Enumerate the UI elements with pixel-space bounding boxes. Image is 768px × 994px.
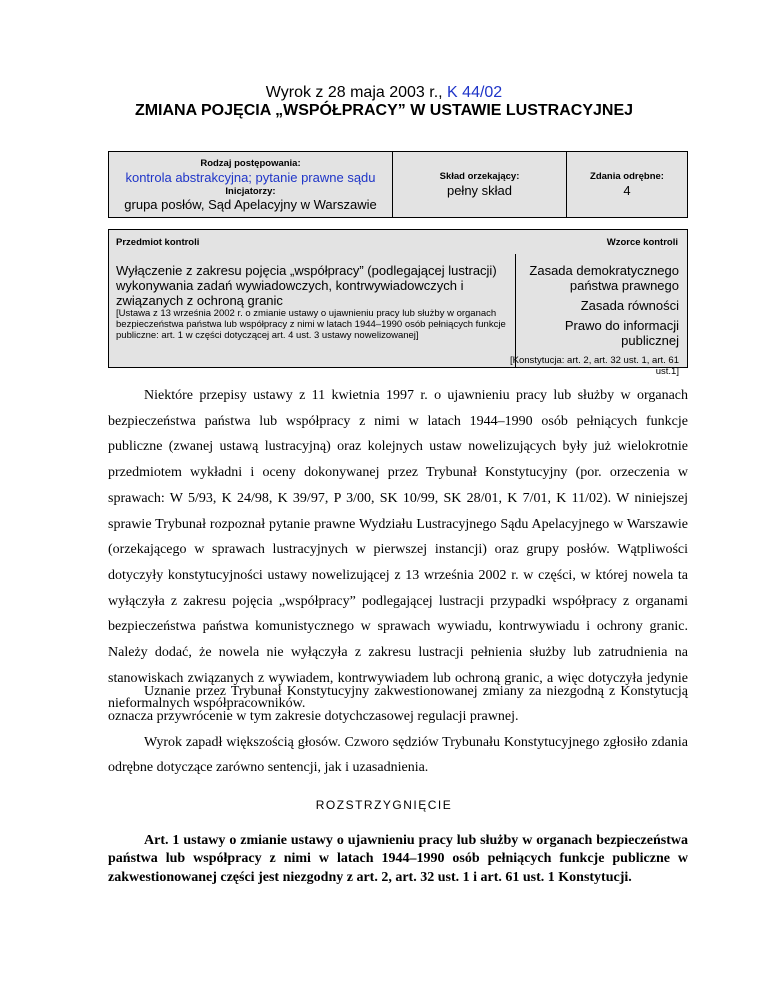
pattern-democratic-state: Zasada demokratycznego państwa prawnego [529, 263, 679, 293]
patterns-list [507, 263, 679, 377]
subject-note: [Ustawa z 13 września 2002 r. o zmianie ustawy o ujawnieniu pracy lub służby w organach bezpieczeństwa państwa lub współpracy z nimi w latach 1944–1990 osób pełniących funkcje publiczne: art. 1 w części dotyczącej art. 4 ust. 3 ustawy nowelizowanej] [116, 308, 506, 341]
bench-info-box [392, 151, 567, 218]
proceeding-type-value[interactable]: kontrola abstrakcyjna; pytanie prawne sądu [125, 170, 376, 185]
patterns-label: Wzorce kontroli [606, 237, 678, 248]
bench-label: Skład orzekający: [439, 171, 520, 182]
section-heading: ROZSTRZYGNIĘCIE [315, 798, 453, 812]
proceeding-type-label: Rodzaj postępowania: [200, 158, 301, 169]
subject-text: Wyłączenie z zakresu pojęcia „współpracy” (podlegającej lustracji) wykonywania zadań wywiadowczych, kontrwywiadowczych i związanych z ochroną granic [116, 263, 497, 308]
initiators-label: Inicjatorzy: [225, 186, 276, 197]
dissents-info-box [566, 151, 688, 218]
control-box [108, 229, 688, 377]
document-subtitle: ZMIANA POJĘCIA „WSPÓŁPRACY” W USTAWIE LUSTRACYJNEJ [134, 102, 634, 119]
subject-label: Przedmiot kontroli [116, 237, 200, 248]
title-prefix: Wyrok z 28 maja 2003 r., [265, 84, 448, 101]
summary-paragraph-2: Uznanie przez Trybunał Konstytucyjny zakwestionowanej zmiany za niezgodną z Konstytucją oznacza przywrócenie w tym zakresie dotychczasowej regulacji prawnej. [108, 684, 688, 724]
proceeding-info-box [108, 151, 393, 218]
initiators-value: grupa posłów, Sąd Apelacyjny w Warszawie [124, 197, 377, 212]
bench-value: pełny skład [446, 183, 513, 198]
summary-paragraph-3: Wyrok zapadł większością głosów. Czworo sędziów Trybunału Konstytucyjnego zgłosiło zdania odrębne dotyczące zarówno sentencji, jak i uzasadnienia. [108, 735, 688, 775]
document-title [0, 84, 768, 102]
dissents-label: Zdania odrębne: [590, 171, 664, 182]
pattern-public-information: Prawo do informacji publicznej [564, 318, 679, 348]
ruling-paragraph: Art. 1 ustawy o zmianie ustawy o ujawnieniu pracy lub służby w organach bezpieczeństwa państwa lub współpracy z nimi w latach 1944–1990 osób pełniących funkcje publiczne w zakwestionowanej części jest niezgodny z art. 2, art. 32 ust. 1 i art. 61 ust. 1 Konstytucji. [108, 833, 688, 885]
pattern-equality: Zasada równości [580, 298, 679, 313]
patterns-note: [Konstytucja: art. 2, art. 32 ust. 1, art. 61 ust.1] [510, 355, 679, 377]
dissents-value: 4 [623, 183, 631, 198]
summary-paragraph-1: Niektóre przepisy ustawy z 11 kwietnia 1997 r. o ujawnieniu pracy lub służby w organach bezpieczeństwa państwa lub współpracy z nimi w latach 1944–1990 osób pełniących funkcje publiczne (zwanej ustawą lustracyjną) oraz kolejnych ustaw nowelizujących były już wielokrotnie przedmiotem wykładni i oceny dokonywanej przez Trybunał Konstytucyjny (por. orzeczenia w sprawach: W 5/93, K 24/98, K 39/97, P 3/00, SK 10/99, SK 28/01, K 7/01, K 11/02). W niniejszej sprawie Trybunał rozpoznał pytanie prawne Wydziału Lustracyjnego Sądu Apelacyjnego w Warszawie (orzekającego w sprawach lustracyjnych w pierwszej instancji) oraz grupy posłów. Wątpliwości dotyczyły konstytucyjności ustawy nowelizującej z 13 września 2002 r. w części, w której nowela ta wyłączyła z zakresu pojęcia „współpracy” podlegającej lustracji przypadki współpracy z organami bezpieczeństwa państwa komunistycznego w sprawach wywiadu, kontrwywiadu i ochrony granic. Należy dodać, że nowela nie wyłączyła z zakresu lustracji pełnienia służby lub zatrudnienia na stanowiskach związanych z wywiadem, kontrwywiadem lub ochroną granic, a więc dotyczyła jedynie nieformalnych współpracowników. [108, 388, 688, 712]
case-number-link[interactable]: K 44/02 [447, 84, 503, 101]
